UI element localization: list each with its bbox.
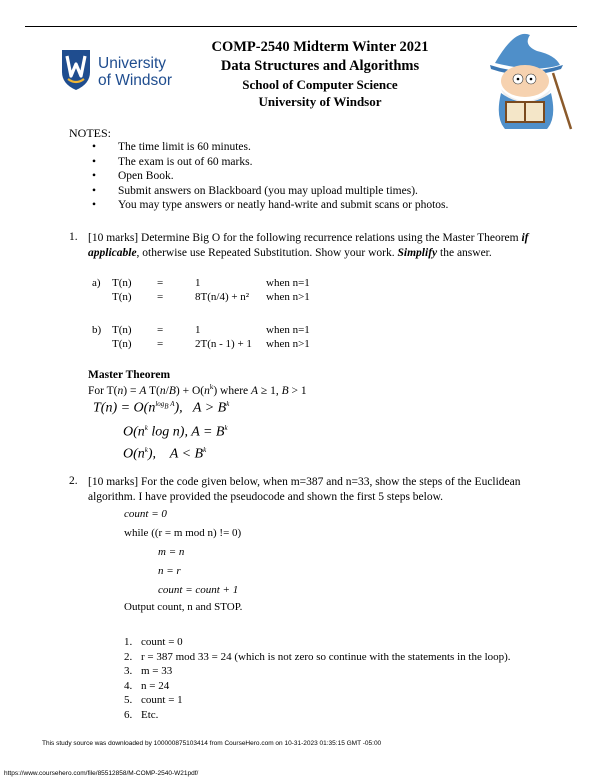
step-text: r = 387 mod 33 = 24 (which is not zero so continue with the statements in the loop).: [141, 650, 511, 663]
recurrence-cond: when n>1: [266, 338, 310, 350]
pseudocode-line: Output count, n and STOP.: [124, 601, 243, 613]
step-text: n = 24: [141, 679, 170, 692]
recurrence-rhs: 2T(n - 1) + 1: [195, 338, 252, 350]
q1-text-c: , otherwise use Repeated Substitution. Show your work.: [136, 247, 398, 259]
step-item: [124, 693, 511, 708]
exam-header: [195, 38, 445, 110]
question-2-text: [10 marks] For the code given below, when m=387 and n=33, show the steps of the Euclidean algorithm. I have provided the pseudocode and shown the first 5 steps below.: [88, 476, 521, 503]
note-item: • Open Book.: [92, 169, 448, 184]
recurrence-eq: =: [157, 324, 164, 336]
step-number: 3.: [124, 665, 133, 677]
recurrence-lhs: T(n): [112, 277, 132, 289]
university-name: University of Windsor: [258, 94, 382, 109]
top-rule: [25, 26, 577, 27]
recurrence-rhs: 8T(n/4) + n²: [195, 291, 250, 303]
part-label: a): [92, 277, 101, 289]
code-line-count-inc: count = count + 1: [158, 584, 239, 596]
master-case-1: $T(n) = O(n^{log_B A})$, $A > B^k$: [93, 400, 230, 416]
step-item: [124, 708, 511, 723]
step-text: count = 1: [141, 694, 183, 706]
logo-line1: University: [98, 55, 167, 72]
step-item: [124, 664, 511, 679]
pseudocode-line: [158, 564, 181, 579]
question-2-number: 2.: [69, 475, 78, 487]
q1-text-b: if applicable: [88, 232, 529, 259]
pseudocode-line: [158, 583, 238, 598]
pseudocode-line: [124, 507, 167, 522]
question-1-text: [88, 231, 548, 261]
step-text: count = 0: [141, 636, 183, 648]
step-number: 1.: [124, 636, 133, 648]
code-line-count-init: count = 0: [124, 508, 167, 520]
master-theorem-title: Master Theorem: [88, 369, 171, 381]
note-item: • The exam is out of 60 marks.: [92, 155, 448, 170]
step-item: [124, 679, 511, 694]
logo-line2: of Windsor: [98, 72, 173, 89]
recurrence-cond: when n=1: [266, 324, 310, 336]
code-line-m: m = n: [158, 546, 185, 558]
recurrence-lhs: T(n): [112, 324, 132, 336]
step-number: 4.: [124, 679, 133, 692]
pseudocode-line: while ((r = m mod n) != 0): [124, 527, 242, 539]
recurrence-lhs: T(n): [112, 291, 132, 303]
notes-label: NOTES:: [69, 126, 111, 140]
step-number: 5.: [124, 694, 133, 706]
recurrence-cond: when n>1: [266, 291, 310, 303]
school-name: School of Computer Science: [242, 77, 398, 92]
recurrence-lhs: T(n): [112, 338, 132, 350]
part-label: b): [92, 324, 102, 336]
recurrence-rhs: 1: [195, 277, 201, 289]
download-notice: This study source was downloaded by 100000875103414 from CourseHero.com on 10-31-2023 01:35:15 GMT -05:00: [42, 740, 382, 747]
recurrence-a: [92, 276, 422, 306]
step-number: 6.: [124, 708, 133, 721]
recurrence-rhs: 1: [195, 324, 201, 336]
step-item: [124, 635, 511, 650]
note-item: • Submit answers on Blackboard (you may upload multiple times).: [92, 184, 448, 199]
exam-title: COMP-2540 Midterm Winter 2021: [211, 39, 429, 55]
course-name: Data Structures and Algorithms: [220, 58, 420, 74]
recurrence-eq: =: [157, 338, 164, 350]
recurrence-eq: =: [157, 277, 164, 289]
code-line-n: n = r: [158, 565, 181, 577]
recurrence-cond: when n=1: [266, 277, 310, 289]
master-case-3: $O(n^k)$, $A < B^k$: [123, 446, 207, 462]
wizard-mascot-image: [475, 33, 575, 133]
note-item: • The time limit is 60 minutes.: [92, 140, 448, 155]
university-logo: [58, 46, 178, 92]
notes-list: [92, 140, 448, 213]
euclid-steps-list: [124, 635, 511, 722]
q1-text-a: [10 marks] Determine Big O for the following recurrence relations using the Master Theorem: [88, 232, 522, 244]
step-text: Etc.: [141, 708, 159, 721]
step-number: 2.: [124, 650, 133, 663]
question-1-number: 1.: [69, 231, 78, 243]
step-item: [124, 650, 511, 665]
master-case-2: $O(n^k$ log n), $A = B^k$: [123, 424, 228, 440]
source-url[interactable]: https://www.coursehero.com/file/85512858/M-COMP-2540-W21pdf/: [4, 770, 199, 777]
q1-text-d: Simplify: [397, 247, 438, 259]
recurrence-b: [92, 323, 422, 353]
q1-text-e: the answer.: [437, 247, 492, 259]
note-item: • You may type answers or neatly hand-write and submit scans or photos.: [92, 198, 448, 213]
recurrence-eq: =: [157, 291, 164, 303]
master-theorem-form: For T(n) = A $T(n/B) + O(n^k)$ where A ≥ 1, B > 1: [88, 383, 307, 397]
step-text: m = 33: [141, 665, 173, 677]
pseudocode-line: [158, 545, 184, 560]
